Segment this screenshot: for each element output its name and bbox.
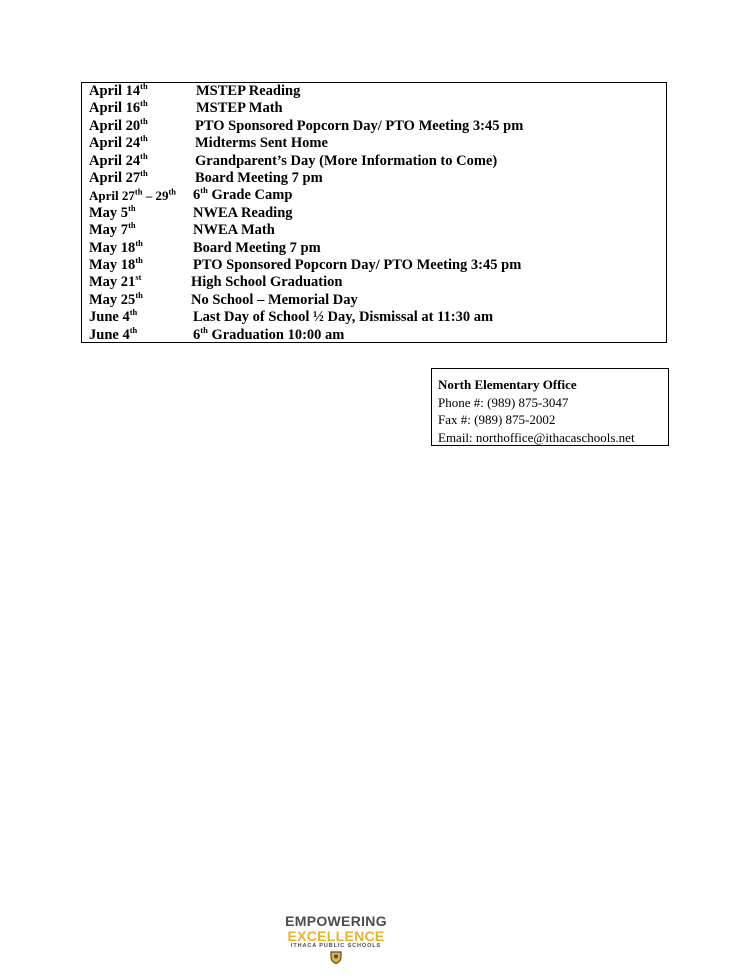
- contact-phone: Phone #: (989) 875-3047: [438, 394, 569, 410]
- event-description: PTO Sponsored Popcorn Day/ PTO Meeting 3:45 pm: [195, 117, 524, 134]
- event-date: May 25th: [89, 289, 143, 308]
- contact-email: Email: northoffice@ithacaschools.net: [438, 429, 635, 445]
- logo-line-district: ITHACA PUBLIC SCHOOLS: [290, 943, 382, 949]
- shield-icon: [330, 951, 342, 969]
- event-date: April 14th: [89, 81, 148, 99]
- contact-fax: Fax #: (989) 875-2002: [438, 412, 556, 427]
- event-row: [89, 83, 660, 101]
- event-date: April 24th: [89, 150, 148, 169]
- event-row: [89, 150, 660, 171]
- event-description: MSTEP Math: [196, 100, 283, 117]
- event-date: April 27th – 29th: [89, 187, 176, 204]
- event-row: [89, 324, 660, 345]
- event-date: April 20th: [89, 115, 148, 134]
- event-description: Midterms Sent Home: [195, 135, 328, 152]
- event-row: [89, 135, 660, 153]
- event-description: MSTEP Reading: [196, 83, 301, 99]
- event-description: High School Graduation: [191, 274, 343, 291]
- event-description: Grandparent’s Day (More Information to Come): [195, 152, 498, 169]
- event-description: Last Day of School ½ Day, Dismissal at 11:30 am: [193, 309, 494, 326]
- event-date: April 24th: [89, 133, 148, 152]
- event-row: [89, 274, 660, 292]
- logo-line-excellence: EXCELLENCE: [287, 928, 385, 944]
- event-row: [89, 100, 660, 118]
- event-row: [89, 309, 660, 327]
- event-date: May 5th: [89, 202, 136, 221]
- events-calendar-box: [81, 82, 667, 343]
- event-date: May 21st: [89, 272, 142, 291]
- event-description: Board Meeting 7 pm: [193, 239, 321, 256]
- office-contact-box: [431, 368, 669, 446]
- contact-title: North Elementary Office: [438, 377, 577, 392]
- event-date: April 16th: [89, 98, 148, 117]
- event-description: 6th Grade Camp: [193, 185, 293, 204]
- event-row: [89, 115, 660, 136]
- event-row: [89, 202, 660, 223]
- event-description: 6th Graduation 10:00 am: [193, 324, 345, 343]
- event-description: PTO Sponsored Popcorn Day/ PTO Meeting 3:45 pm: [193, 257, 522, 273]
- event-description: Board Meeting 7 pm: [195, 170, 323, 186]
- event-row: [89, 237, 660, 258]
- event-date: May 18th: [89, 237, 143, 256]
- event-date: June 4th: [89, 307, 138, 326]
- event-description: No School – Memorial Day: [191, 291, 358, 308]
- event-date: May 7th: [89, 220, 136, 239]
- event-row: [89, 257, 660, 275]
- event-row: [89, 222, 660, 240]
- event-description: NWEA Math: [193, 222, 275, 239]
- event-date: April 27th: [89, 168, 148, 186]
- event-date: June 4th: [89, 324, 138, 343]
- event-row: [89, 187, 660, 205]
- district-logo: [280, 914, 392, 970]
- event-row: [89, 289, 660, 310]
- event-row: [89, 170, 660, 188]
- event-description: NWEA Reading: [193, 204, 293, 221]
- event-date: May 18th: [89, 255, 143, 273]
- logo-line-empowering: EMPOWERING: [285, 913, 387, 929]
